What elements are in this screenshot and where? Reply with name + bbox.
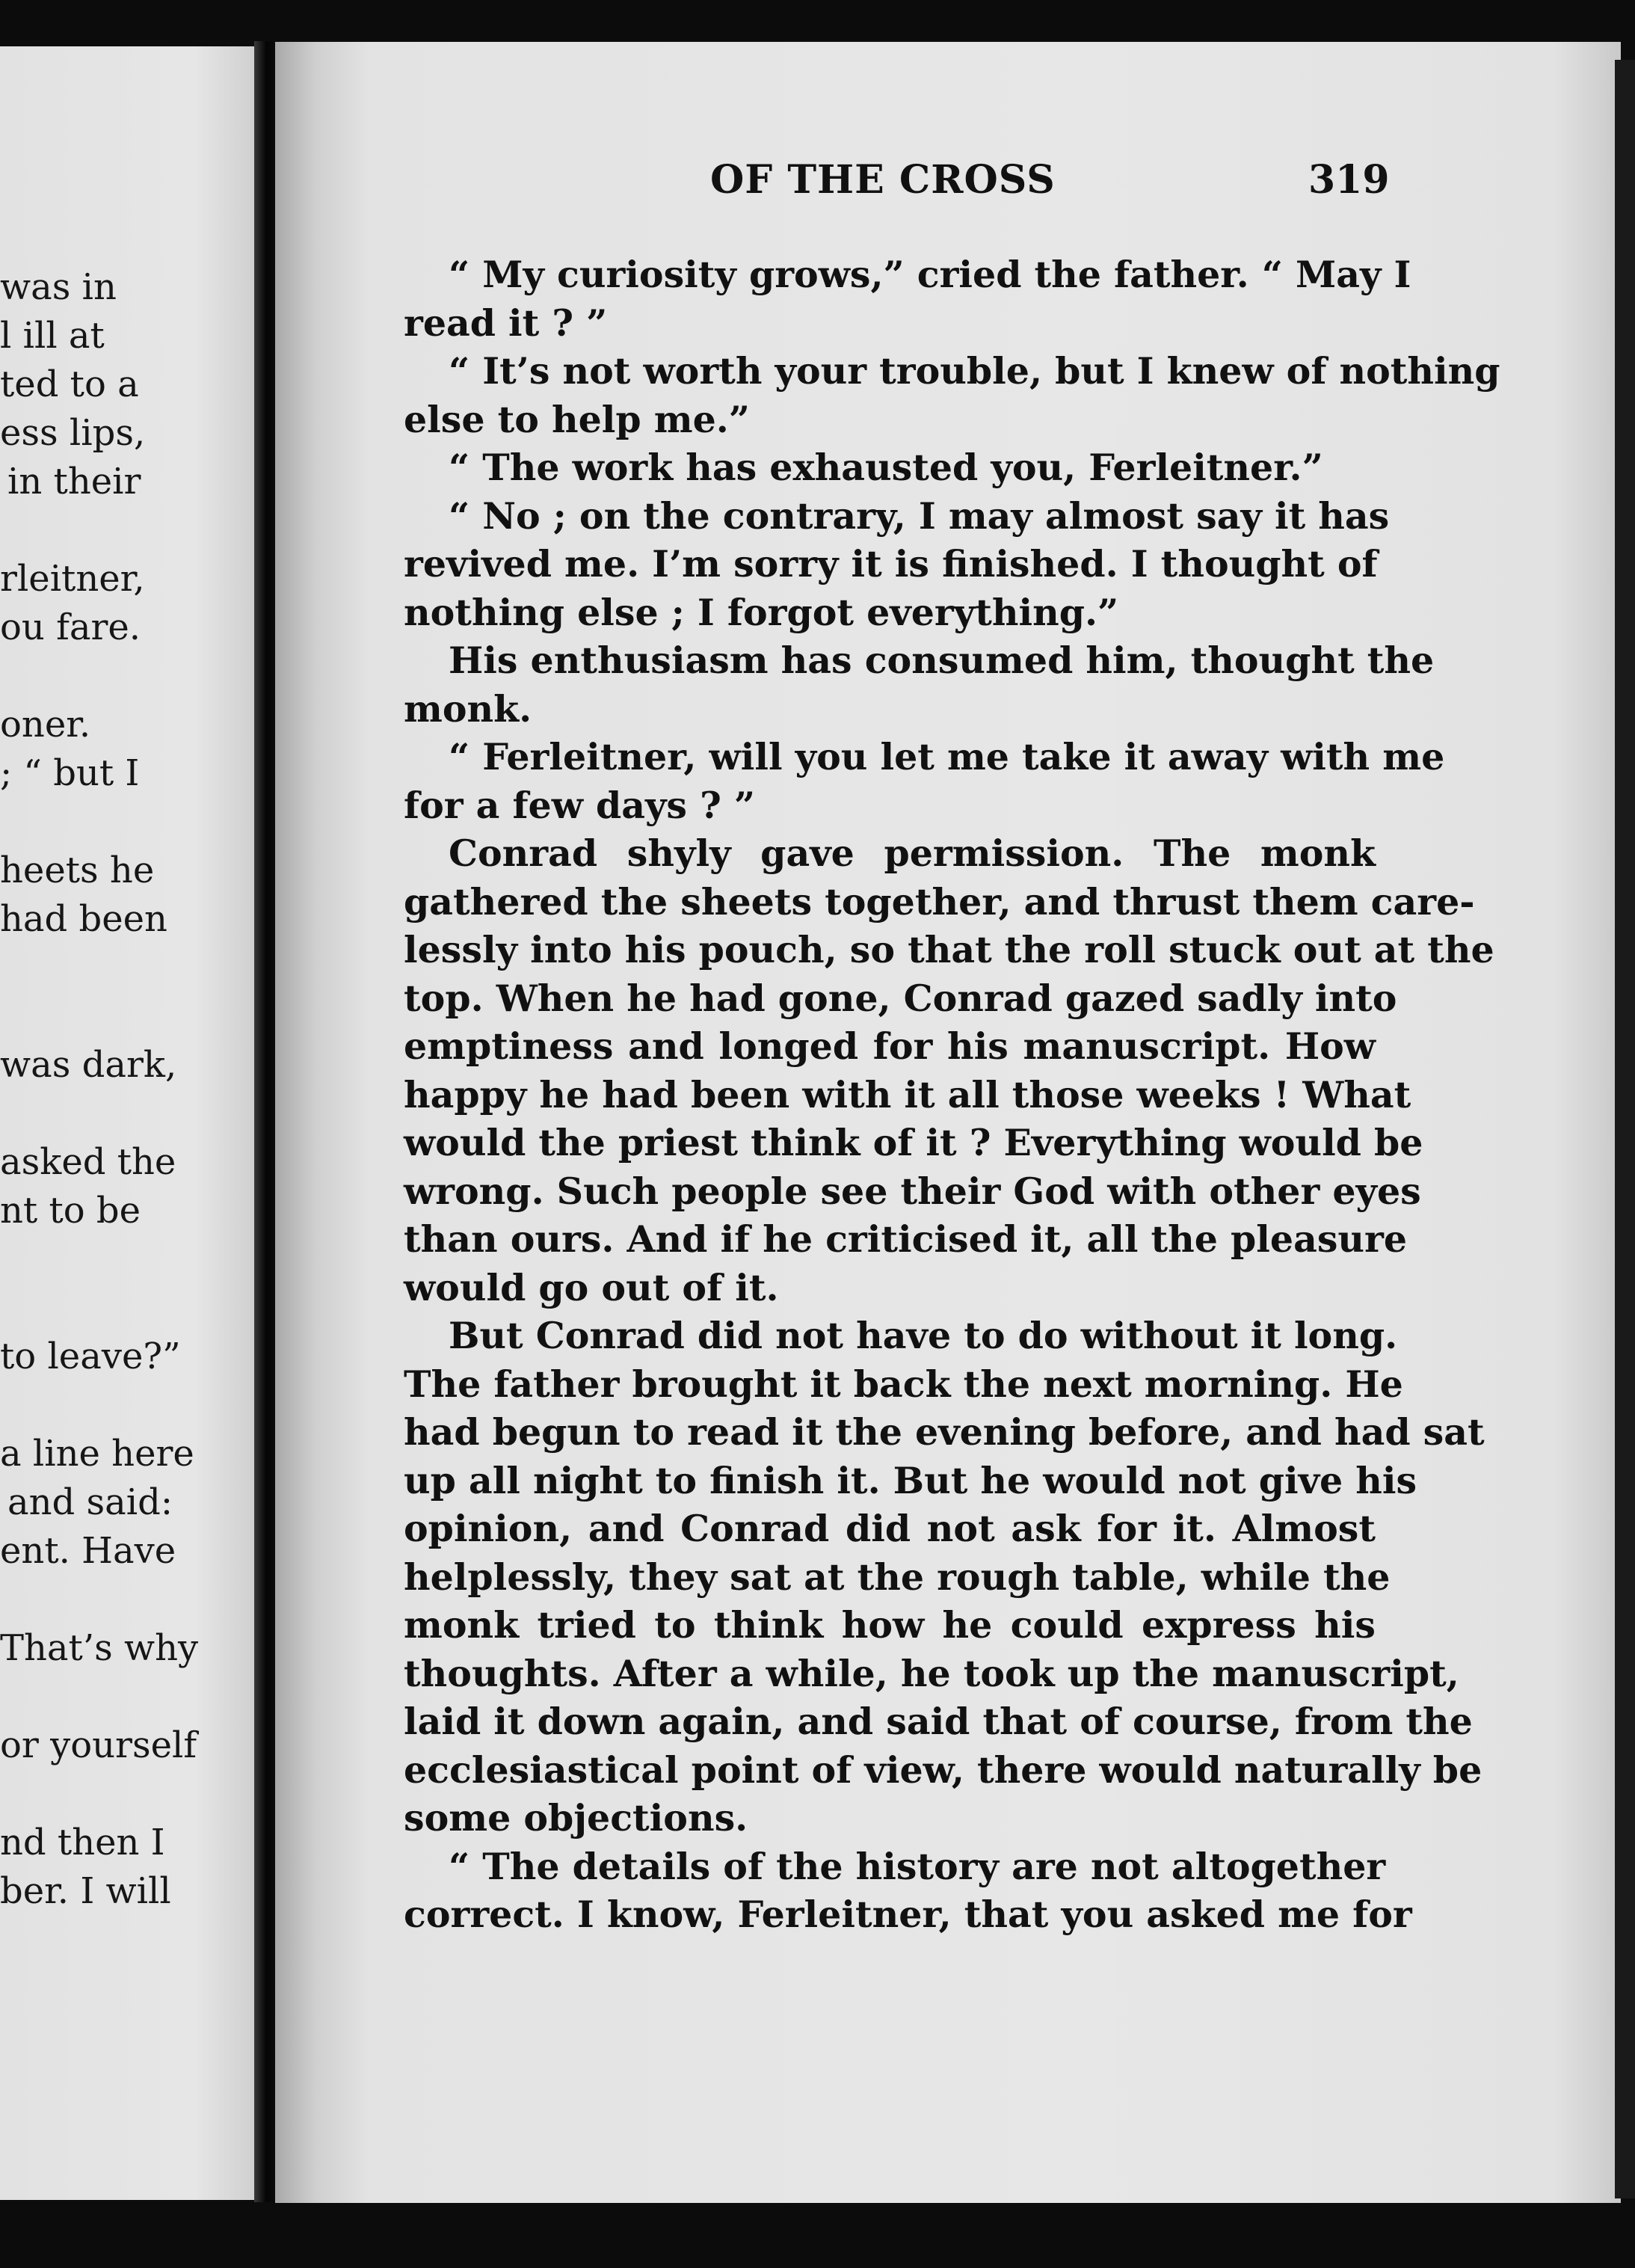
text-line: His enthusiasm has consumed him, thought the bbox=[449, 639, 1435, 682]
text-line: helplessly, they sat at the rough table, while the bbox=[404, 1555, 1391, 1599]
left-page-line: That’s why bbox=[0, 1627, 199, 1669]
left-page-line: heets he bbox=[0, 849, 155, 891]
left-page-line: ted to a bbox=[0, 363, 139, 405]
text-line: revived me. I’m sorry it is finished. I thought of bbox=[404, 542, 1378, 586]
left-page-line: had been bbox=[0, 898, 167, 940]
text-line: else to help me.” bbox=[404, 397, 750, 441]
left-page-line: in their bbox=[7, 461, 141, 503]
text-line: lessly into his pouch, so that the roll stuck out at the bbox=[404, 928, 1494, 971]
text-line: nothing else ; I forgot everything.” bbox=[404, 590, 1119, 634]
text-line: “ No ; on the contrary, I may almost say it has bbox=[449, 494, 1390, 538]
text-line: up all night to finish it. But he would not give his bbox=[404, 1458, 1417, 1502]
text-line: laid it down again, and said that of course, from the bbox=[404, 1700, 1473, 1743]
text-line: top. When he had gone, Conrad gazed sadly into bbox=[404, 976, 1397, 1020]
text-line: than ours. And if he criticised it, all the pleasure bbox=[404, 1217, 1408, 1261]
left-page-line: l ill at bbox=[0, 315, 105, 357]
text-line: had begun to read it the evening before, and had sat bbox=[404, 1410, 1485, 1454]
left-page-line: and said: bbox=[7, 1481, 173, 1523]
text-line: Conrad shyly gave permission. The monk bbox=[449, 832, 1376, 875]
text-line: opinion, and Conrad did not ask for it. Almost bbox=[404, 1507, 1376, 1550]
text-line: monk tried to think how he could express his bbox=[404, 1603, 1376, 1647]
left-page-line: or yourself bbox=[0, 1724, 197, 1766]
text-line: “ My curiosity grows,” cried the father. “ May I bbox=[449, 253, 1411, 296]
left-facing-page bbox=[0, 46, 278, 2200]
text-line: correct. I know, Ferleitner, that you asked me for bbox=[404, 1893, 1412, 1936]
text-line: some objections. bbox=[404, 1796, 748, 1840]
text-line: The father brought it back the next morning. He bbox=[404, 1362, 1403, 1406]
text-line: “ The work has exhausted you, Ferleitner.” bbox=[449, 446, 1323, 489]
text-line: gathered the sheets together, and thrust them care- bbox=[404, 879, 1475, 924]
text-line: ecclesiastical point of view, there would naturally be bbox=[404, 1748, 1482, 1792]
left-page-line: oner. bbox=[0, 704, 91, 746]
text-line: wrong. Such people see their God with other eyes bbox=[404, 1169, 1421, 1213]
left-page-line: nd then I bbox=[0, 1822, 165, 1863]
page-number: 319 bbox=[1308, 157, 1390, 203]
text-line: would the priest think of it ? Everything would be bbox=[404, 1121, 1423, 1164]
left-page-line: was dark, bbox=[0, 1044, 177, 1086]
text-line: would go out of it. bbox=[404, 1265, 779, 1309]
page-header bbox=[710, 157, 1390, 209]
left-page-line: ; “ but I bbox=[0, 752, 140, 794]
text-line: “ The details of the history are not altogether bbox=[449, 1844, 1386, 1888]
running-head: OF THE CROSS bbox=[710, 157, 1056, 203]
left-page-line: a line here bbox=[0, 1433, 194, 1475]
text-line: “ Ferleitner, will you let me take it away with me bbox=[449, 735, 1445, 778]
left-page-line: ess lips, bbox=[0, 412, 146, 454]
left-page-line: ber. I will bbox=[0, 1870, 171, 1912]
left-page-line: ent. Have bbox=[0, 1530, 176, 1572]
text-line: happy he had been with it all those weeks ! What bbox=[404, 1072, 1411, 1116]
left-page-line: rleitner, bbox=[0, 558, 145, 600]
text-line: read it ? ” bbox=[404, 301, 608, 345]
left-page-line: nt to be bbox=[0, 1190, 141, 1232]
page-edge bbox=[1615, 60, 1635, 2198]
text-line: for a few days ? ” bbox=[404, 783, 756, 827]
left-page-line: asked the bbox=[0, 1141, 176, 1183]
left-page-line: to leave?” bbox=[0, 1336, 181, 1377]
text-line: thoughts. After a while, he took up the manuscript, bbox=[404, 1651, 1459, 1695]
text-line: emptiness and longed for his manuscript. How bbox=[404, 1024, 1376, 1068]
text-line: monk. bbox=[404, 686, 532, 731]
left-page-line: ou fare. bbox=[0, 606, 141, 648]
body-text bbox=[404, 251, 1500, 1939]
text-line: But Conrad did not have to do without it long. bbox=[449, 1314, 1398, 1357]
text-line: “ It’s not worth your trouble, but I knew of nothing bbox=[449, 349, 1500, 393]
left-page-line: was in bbox=[0, 266, 117, 308]
